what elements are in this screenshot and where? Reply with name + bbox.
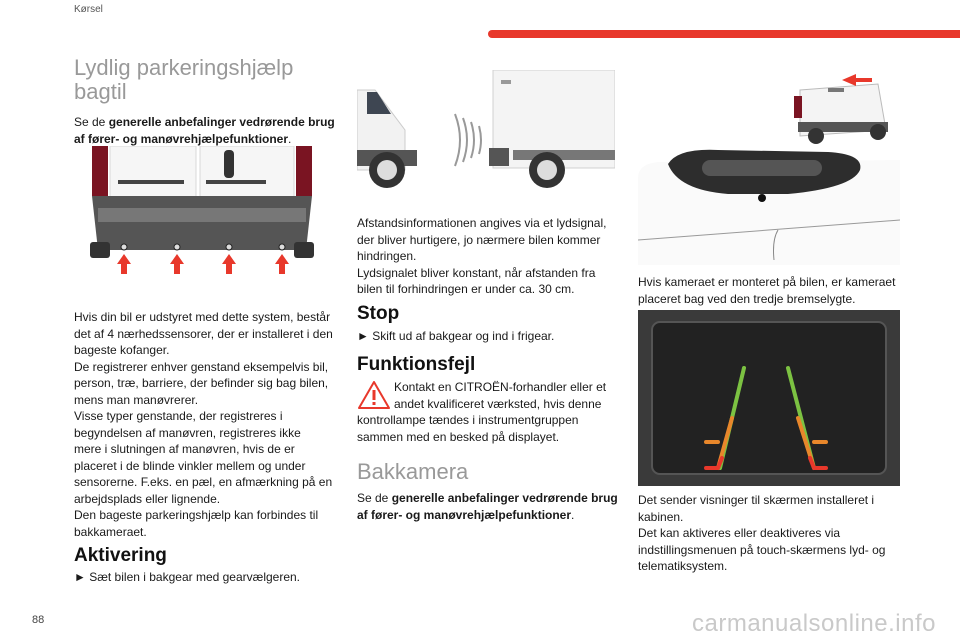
body-line: kontrollampe tændes i instrumentgruppen [357, 413, 579, 427]
camera-intro-post: . [571, 507, 575, 522]
camera-heading: Bakkamera [357, 459, 469, 484]
column-1 [74, 56, 344, 147]
body-line: Det kan aktiveres eller deaktiveres via [638, 526, 841, 540]
activation-step: ► Sæt bilen i bakgear med gearvælgeren. [74, 570, 300, 584]
distance-description [357, 215, 627, 298]
body-line: kabinen. [638, 509, 684, 524]
body-line: der bliver hurtigere, jo nærmere bilen kommer [357, 232, 601, 247]
body-line: sammen med en besked på displayet. [357, 429, 560, 444]
camera-location-illustration [638, 60, 900, 265]
camera-intro-bold: generelle anbefalinger vedrørende brug af fører- og manøvrehjælpefunktioner [357, 491, 618, 522]
body-line: arbejdsplads eller lignende. [74, 491, 221, 506]
intro-text [74, 114, 344, 147]
body-line: Lydsignalet bliver konstant, når afstanden fra [357, 265, 596, 280]
watermark: carmanualsonline.info [692, 610, 936, 637]
rear-bumper-sensors-illustration [88, 146, 316, 274]
camera-description [638, 492, 908, 575]
body-line: De registrerer enhver genstand eksempelvis bil, [74, 359, 329, 374]
stop-step: ► Skift ud af bakgear og ind i frigear. [357, 329, 554, 343]
sensor-description [74, 309, 349, 540]
body-line: sensorerne. F.eks. en pæl, en afmærkning på en [74, 475, 333, 489]
camera-intro [357, 490, 627, 523]
body-line: begyndelsen af manøvren, registreres ikke [74, 425, 301, 440]
section-accent-bar [488, 30, 960, 38]
body-line: placeret i de blinde vinkler mellem og under [74, 458, 306, 473]
body-line: placeret bag ved den tredje bremselygte. [638, 291, 856, 306]
body-line: Det sender visninger til skærmen installeret i [638, 493, 875, 507]
body-line: bilen til forhindringen er under ca. 30 cm. [357, 282, 575, 296]
camera-caption [638, 274, 908, 307]
stop-heading: Stop [357, 303, 400, 324]
intro-post: . [288, 131, 292, 146]
body-line: Hvis kameraet er monteret på bilen, er kameraet [638, 275, 896, 289]
body-line: Visse typer genstande, der registreres i [74, 409, 283, 423]
camera-display-illustration [638, 310, 900, 486]
body-line: andet kvalificeret værksted, hvis denne [394, 396, 602, 411]
body-line: Den bageste parkeringshjælp kan forbindes til [74, 508, 319, 522]
camera-intro-pre: Se de [357, 491, 392, 505]
body-line: telematiksystem. [638, 559, 728, 573]
intro-bold: generelle anbefalinger vedrørende brug af fører- og manøvrehjælpefunktioner [74, 115, 335, 146]
body-line: bakkameraet. [74, 524, 147, 539]
van-side-sensor-illustration [357, 70, 615, 190]
body-line: Afstandsinformationen angives via et lydsignal, [357, 216, 607, 230]
page-title-line2: bagtil [74, 79, 127, 104]
fault-heading: Funktionsfejl [357, 354, 476, 375]
body-line: Hvis din bil er udstyret med dette system, består [74, 310, 331, 324]
page-title-line1: Lydlig parkeringshjælp [74, 55, 294, 80]
section-title: Kørsel [74, 4, 103, 15]
body-line: bageste kofanger. [74, 343, 170, 357]
body-line: mens man manøvrerer. [74, 392, 199, 407]
page-number: 88 [32, 614, 45, 626]
body-line: Kontakt en CITROËN-forhandler eller et [394, 380, 607, 394]
body-line: mere i slutningen af manøvren, hvis de er [74, 442, 295, 456]
body-line: hindringen. [357, 249, 417, 263]
body-line: person, træ, barriere, der befinder sig bag bilen, [74, 376, 329, 390]
body-line: det af 4 nærhedssensorer, der er installeret i den [74, 326, 333, 341]
intro-pre: Se de [74, 115, 109, 129]
body-line: indstillingsmenuen på touch-skærmens lyd- og [638, 542, 886, 557]
page-title [74, 56, 344, 104]
activation-heading: Aktivering [74, 545, 167, 566]
fault-description [357, 379, 622, 445]
